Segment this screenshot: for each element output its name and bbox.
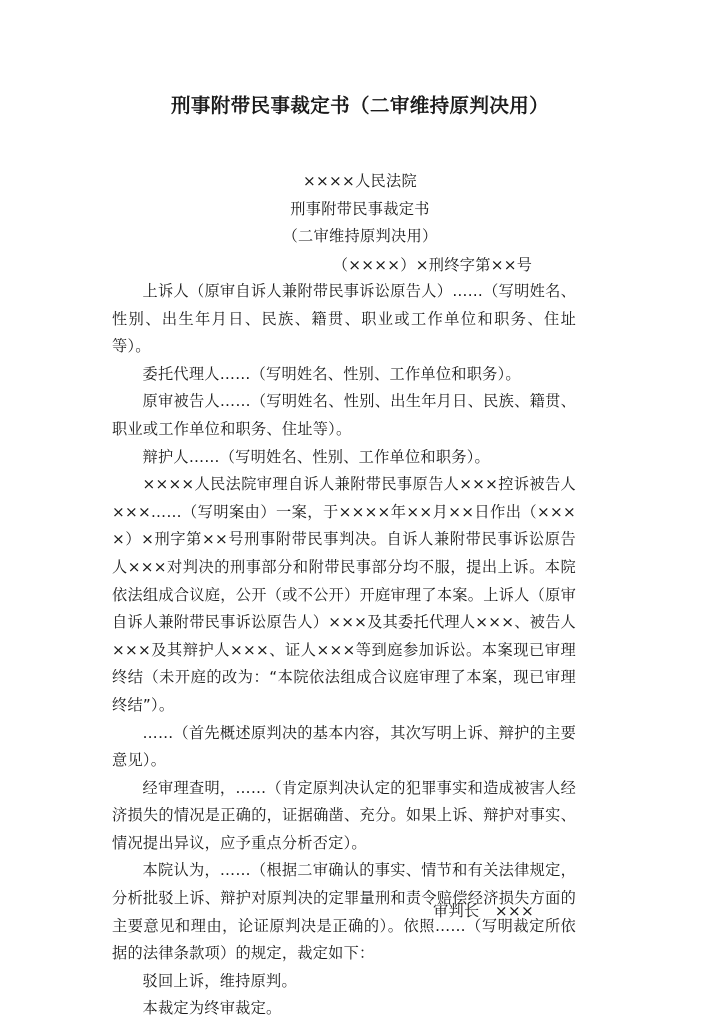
signature-block — [112, 898, 576, 926]
paragraph: 经审理查明，……（肯定原判决认定的犯罪事实和造成被害人经济损失的情况是正确的，证据确凿、充分。如果上诉、辩护对事实、情况提出异议，应予重点分析否定）。 — [112, 778, 576, 852]
document-subtitle: （二审维持原判决用） — [282, 227, 438, 245]
paragraph: ××××人民法院审理自诉人兼附带民事原告人×××控诉被告人×××……（写明案由）一案，于××××年××月××日作出（××××）×刑字第××号刑事附带民事判决。自诉人兼附带民事诉讼原告人×××对判决的刑事部分和附带民事部分均不服，提出上诉。本院依法组成合议庭，公开（或不公开）开庭审理了本案。上诉人（原审自诉人兼附带民事诉讼原告人）×××及其委托代理人×××、被告人×××及其辩护人×××、证人×××等到庭参加诉讼。本案现已审理终结（未开庭的改为：“本院依法组成合议庭审理了本案，现已审理终结”）。 — [112, 475, 576, 714]
document-type: 刑事附带民事裁定书 — [290, 199, 430, 218]
document-header — [0, 168, 720, 279]
paragraph: 委托代理人……（写明姓名、性别、工作单位和职务）。 — [142, 364, 521, 383]
court-name: ××××人民法院 — [302, 172, 418, 190]
ruling-item: 驳回上诉，维持原判。 — [142, 971, 297, 990]
presiding-judge: 审判长 ××× — [432, 902, 534, 920]
case-number: （××××）×刑终字第××号 — [332, 255, 533, 274]
paragraph: 原审被告人……（写明姓名、性别、出生年月日、民族、籍贯、职业或工作单位和职务、住址等）。 — [112, 392, 576, 438]
paragraph: 上诉人（原审自诉人兼附带民事诉讼原告人）……（写明姓名、性别、出生年月日、民族、籍贯、职业或工作单位和职务、住址等）。 — [112, 282, 576, 356]
paragraph: 辩护人……（写明姓名、性别、工作单位和职务）。 — [142, 447, 490, 466]
paragraph: ……（首先概述原判决的基本内容，其次写明上诉、辩护的主要意见）。 — [112, 723, 576, 770]
paragraph: 本院认为，……（根据二审确认的事实、情节和有关法律规定，分析批驳上诉、辩护对原判决的定罪量刑和责令赔偿经济损失方面的主要意见和理由，论证原判决是正确的）。依照……（写明裁定所依据的法律条款项）的规定，裁定如下： — [112, 861, 576, 963]
page-title: 刑事附带民事裁定书（二审维持原判决用） — [170, 94, 550, 117]
ruling-final: 本裁定为终审裁定。 — [142, 999, 282, 1017]
